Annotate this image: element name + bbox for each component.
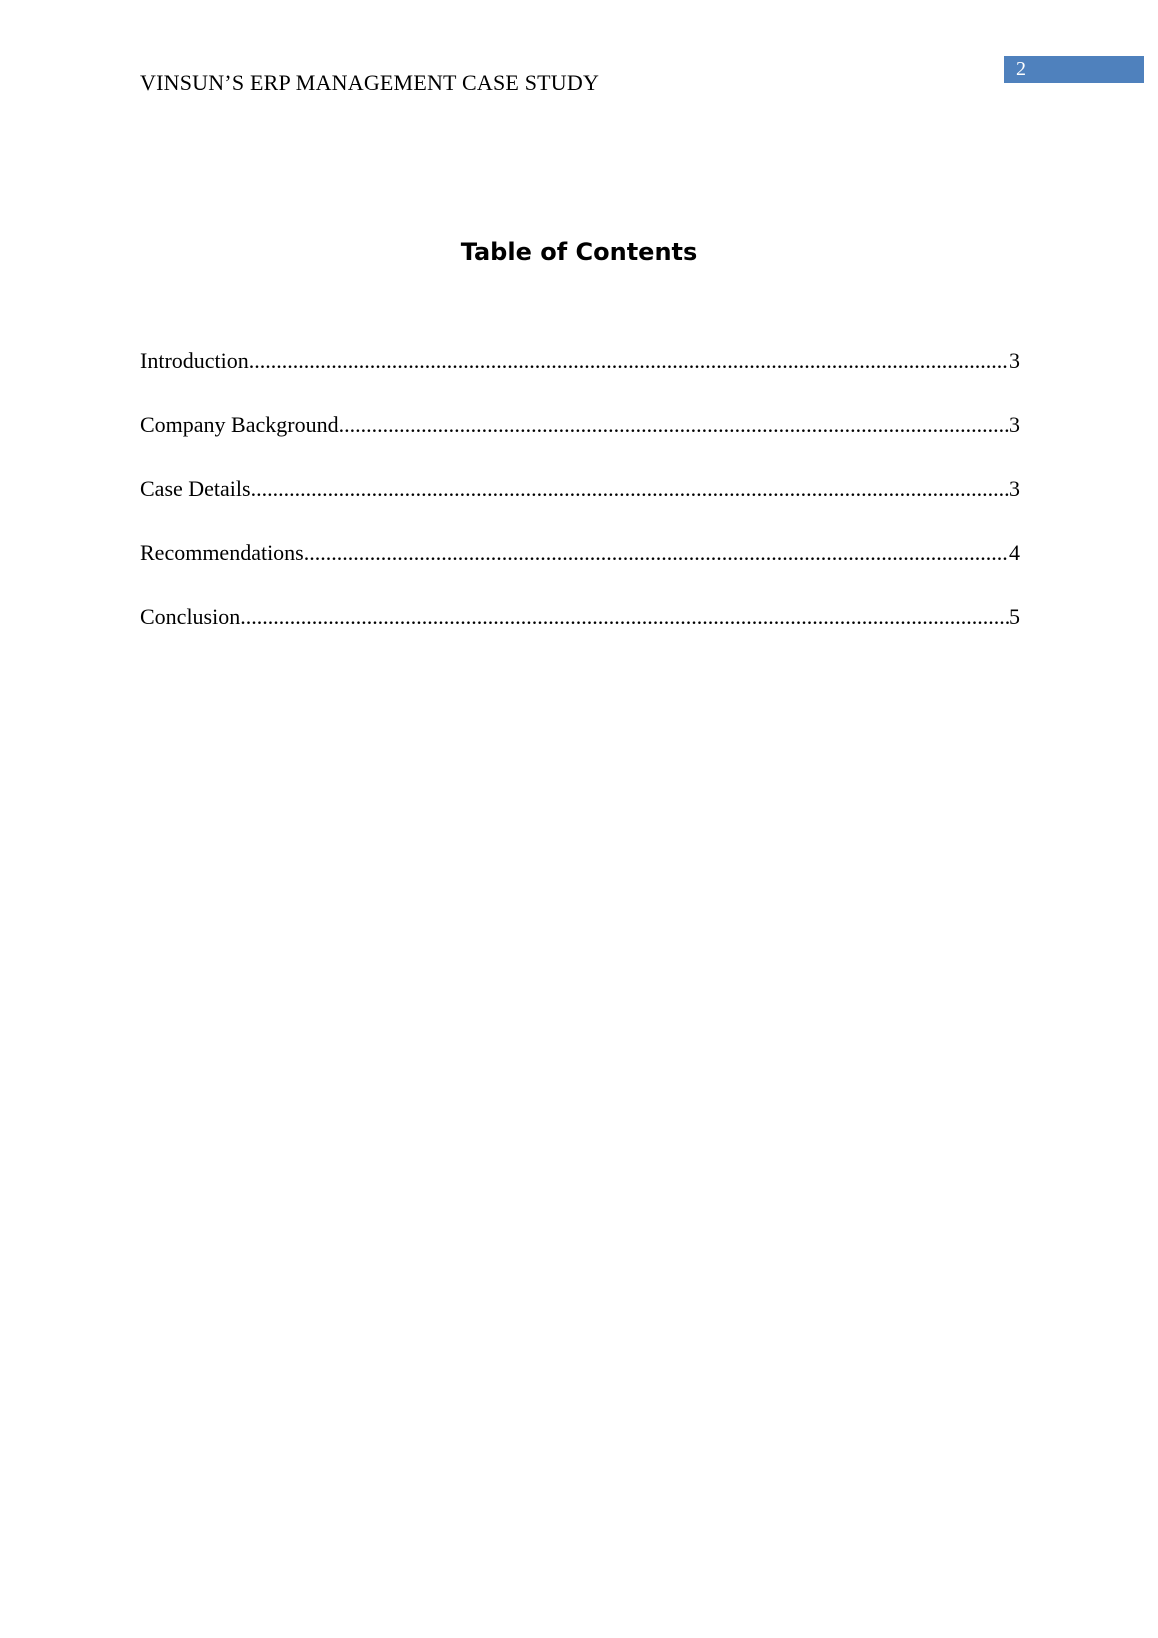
toc-entry-page: 3 [1009,348,1020,373]
toc-entry-label: Introduction [140,348,249,373]
toc-entry-label: Company Background [140,412,339,437]
toc-entry-case-details[interactable] [140,476,1020,540]
toc-entry-label: Recommendations [140,540,304,565]
toc-entry-label: Case Details [140,476,251,501]
table-of-contents [140,348,1020,668]
toc-entry-introduction[interactable] [140,348,1020,412]
running-head: VINSUN’S ERP MANAGEMENT CASE STUDY [140,70,600,95]
toc-entry-page: 3 [1009,412,1020,437]
toc-dot-leader [240,604,1009,630]
toc-entry-conclusion[interactable] [140,604,1020,668]
toc-entry-page: 4 [1009,540,1020,565]
toc-entry-recommendations[interactable] [140,540,1020,604]
toc-dot-leader [249,348,1009,374]
toc-entry-page: 3 [1009,476,1020,501]
toc-entry-company-background[interactable] [140,412,1020,476]
page-number: 2 [1016,58,1026,80]
toc-dot-leader [251,476,1009,502]
toc-dot-leader [304,540,1009,566]
toc-title: Table of Contents [460,238,698,266]
toc-entry-page: 5 [1009,604,1020,629]
toc-dot-leader [339,412,1009,438]
toc-entry-label: Conclusion [140,604,241,629]
page-number-badge [1004,56,1144,83]
